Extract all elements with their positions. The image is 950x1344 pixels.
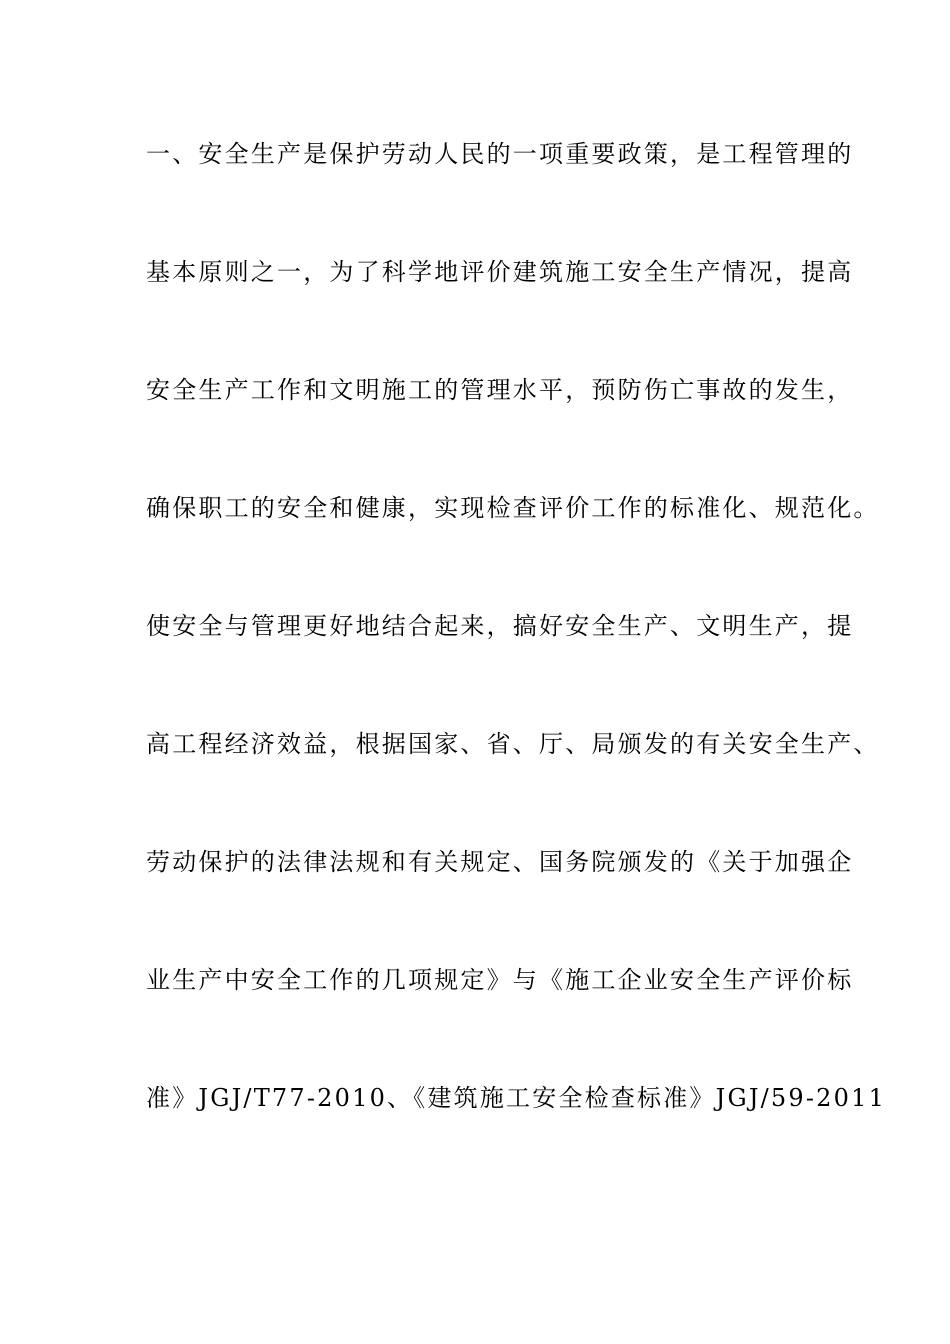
text-line: 高工程经济效益，根据国家、省、厅、局颁发的有关安全生产、 [146,730,880,758]
text-line: 一、安全生产是保护劳动人民的一项重要政策，是工程管理的 [146,140,854,168]
text-line: 使安全与管理更好地结合起来，搞好安全生产、文明生产，提 [146,612,854,640]
text-line: 确保职工的安全和健康，实现检查评价工作的标准化、规范化。 [146,494,880,522]
text-line: 劳动保护的法律法规和有关规定、国务院颁发的《关于加强企 [146,848,854,876]
text-line: 基本原则之一，为了科学地评价建筑施工安全生产情况，提高 [146,258,854,286]
body-paragraph [146,130,887,1192]
text-line: 准》JGJ/T77-2010、《建筑施工安全检查标准》JGJ/59-2011 [146,1084,887,1112]
text-line: 业生产中安全工作的几项规定》与《施工企业安全生产评价标 [146,966,854,994]
text-line: 安全生产工作和文明施工的管理水平，预防伤亡事故的发生， [146,376,854,404]
